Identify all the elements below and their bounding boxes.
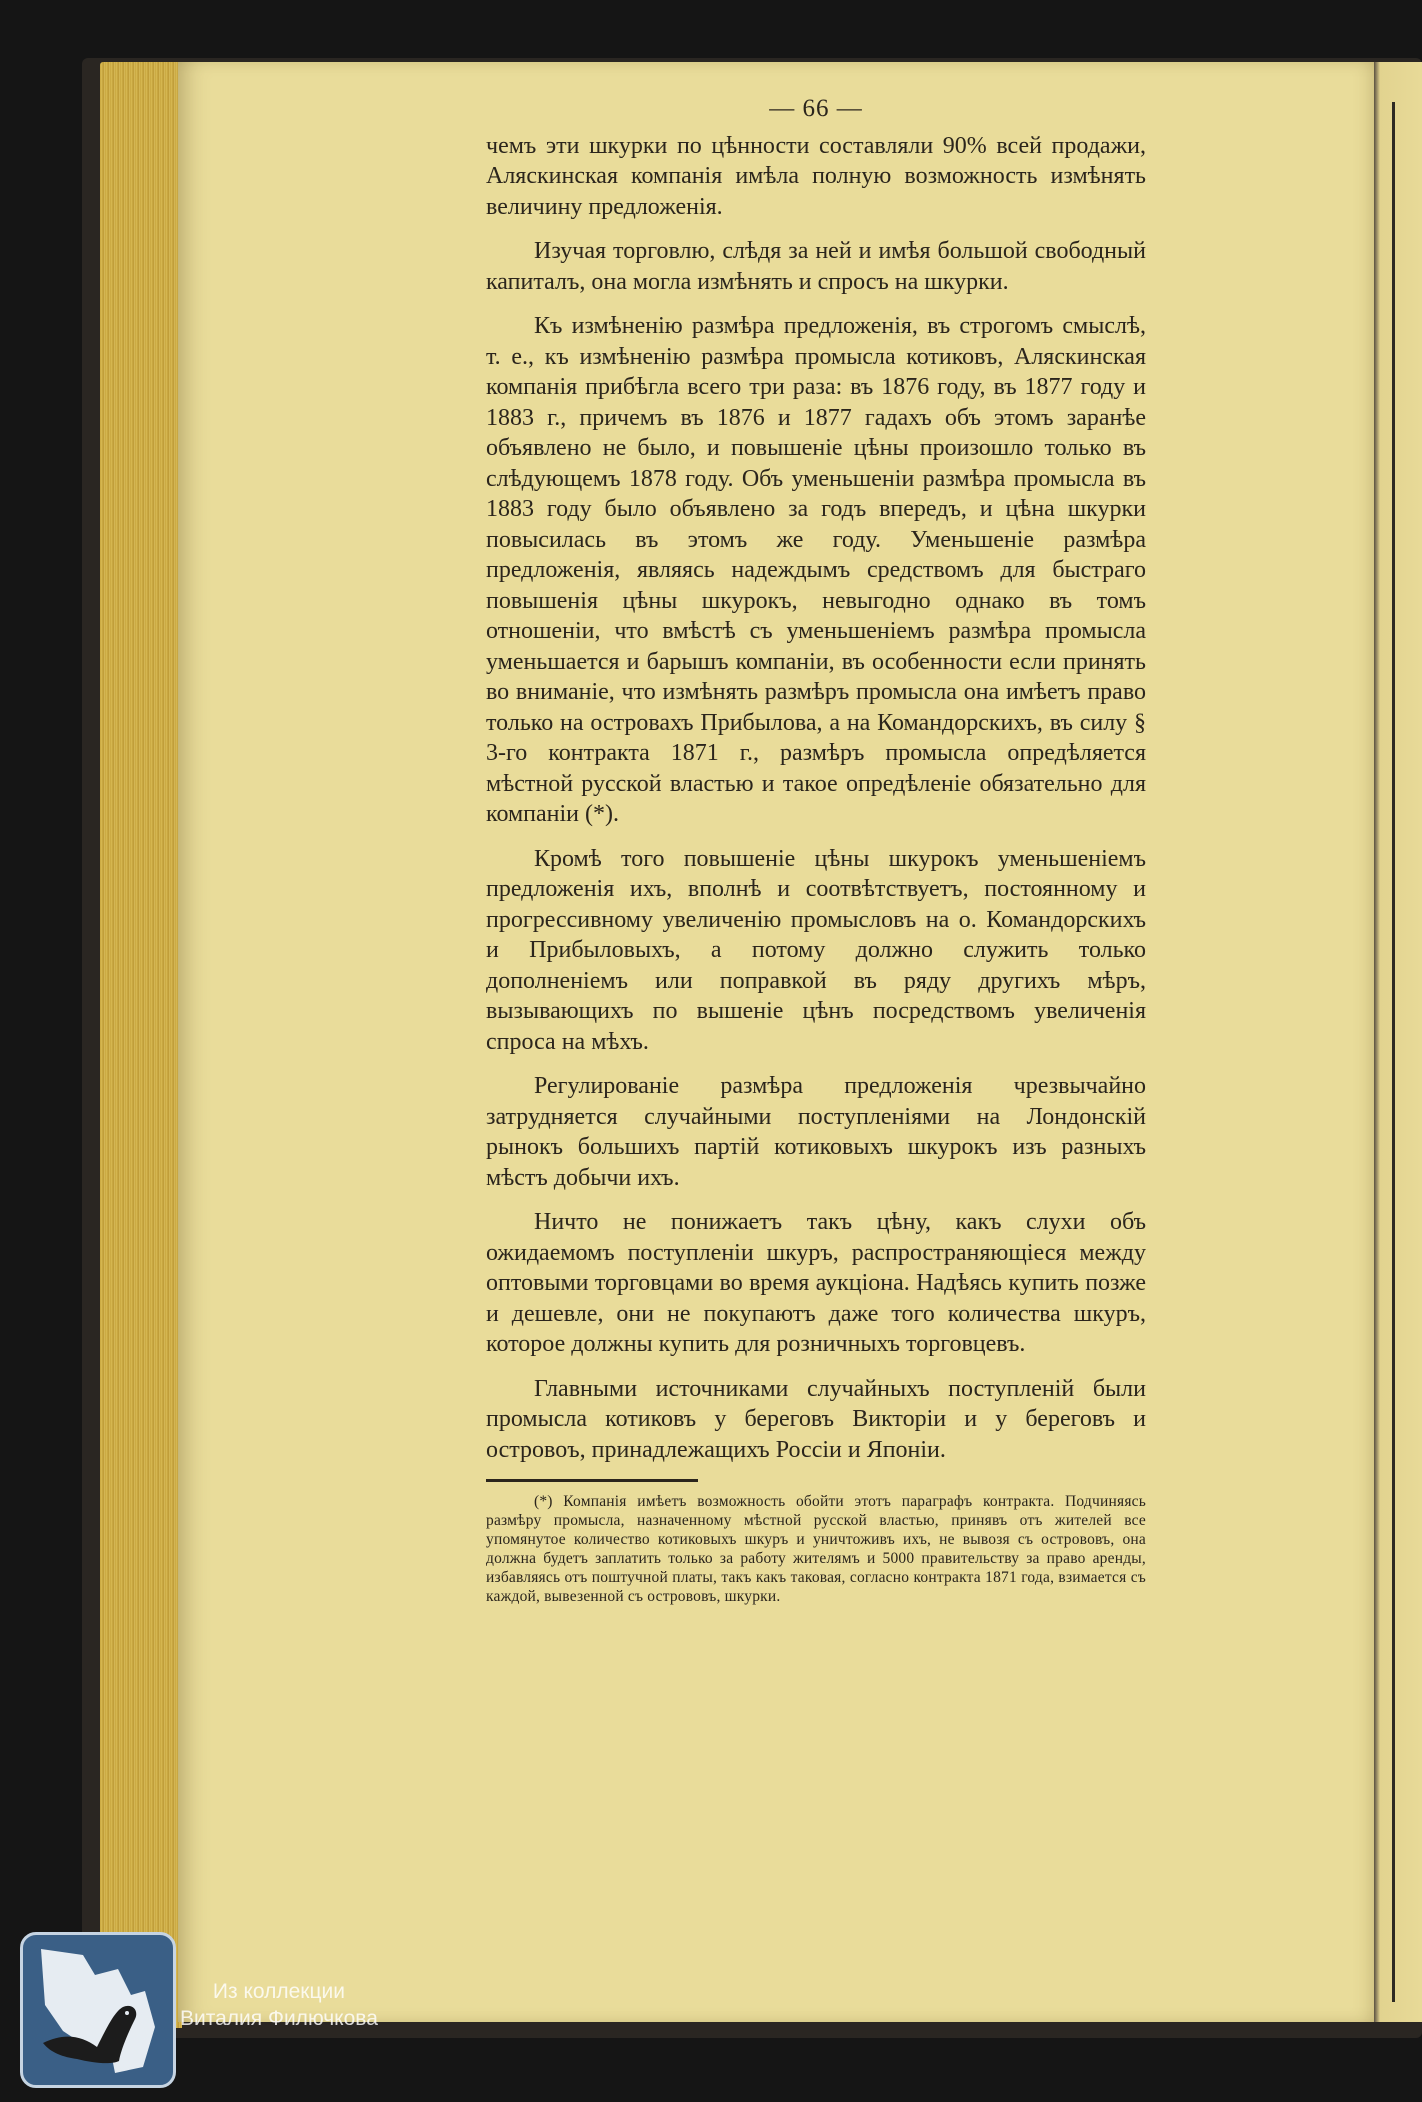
- watermark-line-2: Виталия Филючкова: [180, 2007, 378, 2030]
- footnote-rule: [486, 1479, 698, 1482]
- page-edges: [100, 62, 182, 2028]
- paragraph-1: чемъ эти шкурки по цѣнности составляли 90% всей продажи, Аляскинская компанія имѣла полную возможность измѣнять величину предложенія.: [486, 132, 1146, 220]
- watermark-line-1: Из коллекции: [212, 1980, 345, 2003]
- collection-watermark: [180, 1978, 378, 2032]
- next-page-rule: [1392, 102, 1395, 2002]
- seal-silhouette-icon: [23, 1935, 173, 2085]
- paragraph-4: Кромѣ того повышеніе цѣны шкурокъ уменьшеніемъ предложенія ихъ, вполнѣ и соотвѣтствуетъ, постоянному и прогрессивному увеличенію промысловъ на о. Командорскихъ и Прибыловыхъ, а потому должно служить только дополненіемъ или поправкой въ ряду другихъ мѣръ, вызывающихъ по вышеніе цѣнъ посредствомъ увеличенія спроса на мѣхъ.: [486, 845, 1146, 1055]
- paragraph-7: Главными источниками случайныхъ поступленій были промысла котиковъ у береговъ Викторіи и у береговъ и островоъ, принадлежащихъ Россіи и Японіи.: [486, 1375, 1146, 1463]
- collection-logo-icon: [20, 1932, 176, 2088]
- footnote: (*) Компанія имѣетъ возможность обойти этотъ параграфъ контракта. Подчиняясь размѣру промысла, назначенному мѣстной русской властью, принявъ отъ жителей все упомянутое количество котиковыхъ шкуръ и уничтоживъ ихъ, не вывозя съ острововъ, она должна будетъ заплатить только за работу жителямъ и 5000 правительству за право аренды, избавляясь отъ поштучной платы, такъ какъ таковая, согласно контракта 1871 года, взимается съ каждой, вывезенной съ острововъ, шкурки.: [486, 1493, 1146, 1605]
- text-column: [486, 94, 1146, 1606]
- page-number: — 66 —: [769, 95, 863, 122]
- paragraph-3: Къ измѣненію размѣра предложенія, въ строгомъ смыслѣ, т. е., къ измѣненію размѣра промысла котиковъ, Аляскинская компанія прибѣгла всего три раза: въ 1876 году, въ 1877 году и 1883 г., причемъ въ 1876 и 1877 гадахъ объ этомъ заранѣе объявлено не было, и повышеніе цѣны произошло только въ слѣдующемъ 1878 году. Объ уменьшеніи размѣра промысла въ 1883 году было объявлено за годъ впередъ, и цѣна шкурки повысилась въ этомъ же году. Уменьшеніе размѣра предложенія, являясь надеждымъ средствомъ для быстраго повышенія цѣны шкурокъ, невыгодно однако въ томъ отношеніи, что вмѣстѣ съ уменьшеніемъ размѣра промысла уменьшается и барышъ компаніи, въ особенности если принять во вниманіе, что измѣнять размѣръ промысла она имѣетъ право только на островахъ Прибылова, а на Командорскихъ, въ силу § 3-го контракта 1871 г., размѣръ промысла опредѣляется мѣстной русской властью и такое опредѣленіе обязательно для компаніи (*).: [486, 313, 1146, 827]
- paragraph-5: Регулированіе размѣра предложенія чрезвычайно затрудняется случайными поступленіями на Лондонскій рынокъ большихъ партій котиковыхъ шкурокъ изъ разныхъ мѣстъ добычи ихъ.: [486, 1073, 1146, 1191]
- next-page-edge: [1374, 62, 1422, 2022]
- paragraph-6: Ничто не понижаетъ такъ цѣну, какъ слухи объ ожидаемомъ поступленіи шкуръ, распространяющіеся между оптовыми торговцами во время аукціона. Надѣясь купить позже и дешевле, они не покупаютъ даже того количества шкуръ, которое должны купить для розничныхъ торговцевъ.: [486, 1209, 1146, 1357]
- paragraph-2: Изучая торговлю, слѣдя за ней и имѣя большой свободный капиталъ, она могла измѣнять и спросъ на шкурки.: [486, 238, 1146, 295]
